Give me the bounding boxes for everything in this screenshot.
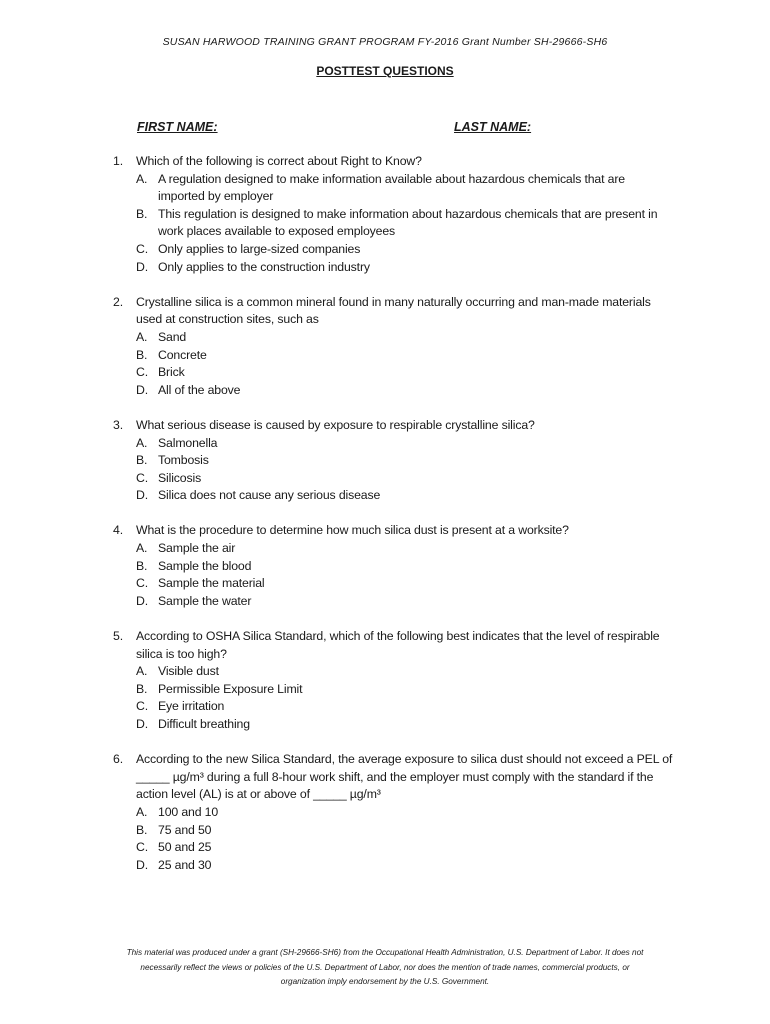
option-letter: D. bbox=[136, 488, 148, 503]
option-text: Sample the water bbox=[158, 593, 252, 608]
answer-options bbox=[136, 171, 674, 277]
option-letter: A. bbox=[136, 435, 148, 450]
option-text: This regulation is designed to make information about hazardous chemicals that are present in work places available to exposed employees bbox=[158, 206, 658, 239]
page-title: POSTTEST QUESTIONS bbox=[316, 64, 454, 78]
option-text: Silicosis bbox=[158, 470, 202, 485]
option-text: Tombosis bbox=[158, 453, 209, 468]
answer-option bbox=[136, 663, 674, 681]
option-text: Only applies to the construction industry bbox=[158, 259, 370, 274]
question-2 bbox=[0, 294, 770, 400]
option-letter: A. bbox=[136, 329, 148, 344]
answer-options bbox=[136, 435, 674, 505]
last-name-label: LAST NAME: bbox=[454, 120, 532, 134]
option-letter: A. bbox=[136, 541, 148, 556]
footer-line: This material was produced under a grant (SH-29666-SH6) from the Occupational Health Administration, U.S. Department of Labor. It does not bbox=[126, 948, 644, 957]
question-text: What serious disease is caused by exposure to respirable crystalline silica? bbox=[136, 417, 535, 432]
answer-option bbox=[136, 540, 674, 558]
answer-option bbox=[136, 839, 674, 857]
question-list bbox=[0, 153, 770, 892]
question-number: 1. bbox=[113, 154, 123, 168]
question-number: 3. bbox=[113, 417, 123, 432]
question-text: Crystalline silica is a common mineral found in many naturally occurring and man-made materials used at construction sites, such as bbox=[136, 294, 651, 327]
answer-option bbox=[136, 206, 674, 241]
answer-options bbox=[136, 329, 674, 399]
answer-option bbox=[136, 822, 674, 840]
option-letter: D. bbox=[136, 382, 148, 397]
option-text: Sample the blood bbox=[158, 558, 252, 573]
answer-option bbox=[136, 364, 674, 382]
answer-option bbox=[136, 558, 674, 576]
answer-option bbox=[136, 452, 674, 470]
answer-option bbox=[136, 681, 674, 699]
answer-option bbox=[136, 716, 674, 734]
question-4 bbox=[0, 522, 770, 610]
option-letter: C. bbox=[136, 470, 148, 485]
answer-option bbox=[136, 171, 674, 206]
page-header: SUSAN HARWOOD TRAINING GRANT PROGRAM FY-2016 Grant Number SH-29666-SH6 bbox=[162, 36, 608, 48]
footer-line: necessarily reflect the views or policies of the U.S. Department of Labor, nor does the mention of trade names, commercial products, or bbox=[140, 962, 630, 972]
answer-option bbox=[136, 329, 674, 347]
option-text: Salmonella bbox=[158, 435, 218, 450]
question-number: 4. bbox=[113, 523, 123, 538]
answer-option bbox=[136, 698, 674, 716]
answer-option bbox=[136, 470, 674, 488]
option-text: All of the above bbox=[158, 382, 241, 397]
option-text: 50 and 25 bbox=[158, 840, 212, 855]
answer-options bbox=[136, 663, 674, 733]
question-6 bbox=[0, 751, 770, 874]
option-text: Sample the material bbox=[158, 576, 265, 591]
option-text: 25 and 30 bbox=[158, 857, 212, 872]
option-text: Visible dust bbox=[158, 664, 219, 679]
answer-option bbox=[136, 857, 674, 875]
answer-options bbox=[136, 804, 674, 874]
option-letter: B. bbox=[136, 347, 148, 362]
answer-option bbox=[136, 382, 674, 400]
question-1 bbox=[0, 153, 770, 276]
option-letter: A. bbox=[136, 664, 148, 679]
question-text: What is the procedure to determine how much silica dust is present at a worksite? bbox=[136, 523, 569, 538]
option-text: 100 and 10 bbox=[158, 804, 219, 819]
answer-option bbox=[136, 487, 674, 505]
option-letter: C. bbox=[136, 576, 148, 591]
footer-line: organization imply endorsement by the U.S. Government. bbox=[280, 977, 490, 986]
answer-option bbox=[136, 435, 674, 453]
option-text: A regulation designed to make information available about hazardous chemicals that are imported by employer bbox=[158, 171, 625, 204]
page-footer bbox=[75, 946, 695, 990]
option-letter: D. bbox=[136, 593, 148, 608]
option-letter: C. bbox=[136, 699, 148, 714]
option-text: Only applies to large-sized companies bbox=[158, 241, 361, 256]
question-3 bbox=[0, 417, 770, 505]
option-text: Difficult breathing bbox=[158, 717, 250, 731]
option-letter: B. bbox=[136, 681, 148, 696]
answer-option bbox=[136, 259, 674, 277]
option-letter: D. bbox=[136, 259, 148, 274]
question-text: According to OSHA Silica Standard, which of the following best indicates that the level of respirable silica is too high? bbox=[136, 629, 660, 661]
question-number: 6. bbox=[113, 752, 123, 767]
option-letter: B. bbox=[136, 453, 148, 468]
question-5 bbox=[0, 628, 770, 734]
option-letter: C. bbox=[136, 241, 148, 256]
answer-option bbox=[136, 804, 674, 822]
option-text: Sand bbox=[158, 329, 187, 344]
option-letter: D. bbox=[136, 857, 148, 872]
option-text: Sample the air bbox=[158, 541, 236, 556]
option-letter: D. bbox=[136, 717, 148, 731]
question-text: According to the new Silica Standard, the average exposure to silica dust should not exceed a PEL of _____ µg/m³ during a full 8-hour work shift, and the employer must comply with the standard if the action level (AL) is at or above of _____ µg/m³ bbox=[136, 752, 673, 802]
option-letter: A. bbox=[136, 171, 148, 186]
answer-option bbox=[136, 347, 674, 365]
option-letter: A. bbox=[136, 804, 148, 819]
option-text: Permissible Exposure Limit bbox=[158, 681, 303, 696]
option-text: Brick bbox=[158, 365, 185, 380]
option-letter: C. bbox=[136, 365, 148, 380]
option-text: Concrete bbox=[158, 347, 207, 362]
first-name-label: FIRST NAME: bbox=[137, 120, 218, 134]
question-text: Which of the following is correct about Right to Know? bbox=[136, 154, 422, 168]
option-text: 75 and 50 bbox=[158, 822, 212, 837]
question-number: 2. bbox=[113, 294, 123, 309]
answer-option bbox=[136, 593, 674, 611]
option-letter: B. bbox=[136, 558, 148, 573]
question-number: 5. bbox=[113, 629, 123, 644]
answer-option bbox=[136, 575, 674, 593]
option-letter: B. bbox=[136, 206, 148, 221]
answer-options bbox=[136, 540, 674, 610]
option-letter: B. bbox=[136, 822, 148, 837]
option-text: Eye irritation bbox=[158, 699, 225, 714]
option-letter: C. bbox=[136, 840, 148, 855]
answer-option bbox=[136, 241, 674, 259]
option-text: Silica does not cause any serious disease bbox=[158, 488, 381, 503]
